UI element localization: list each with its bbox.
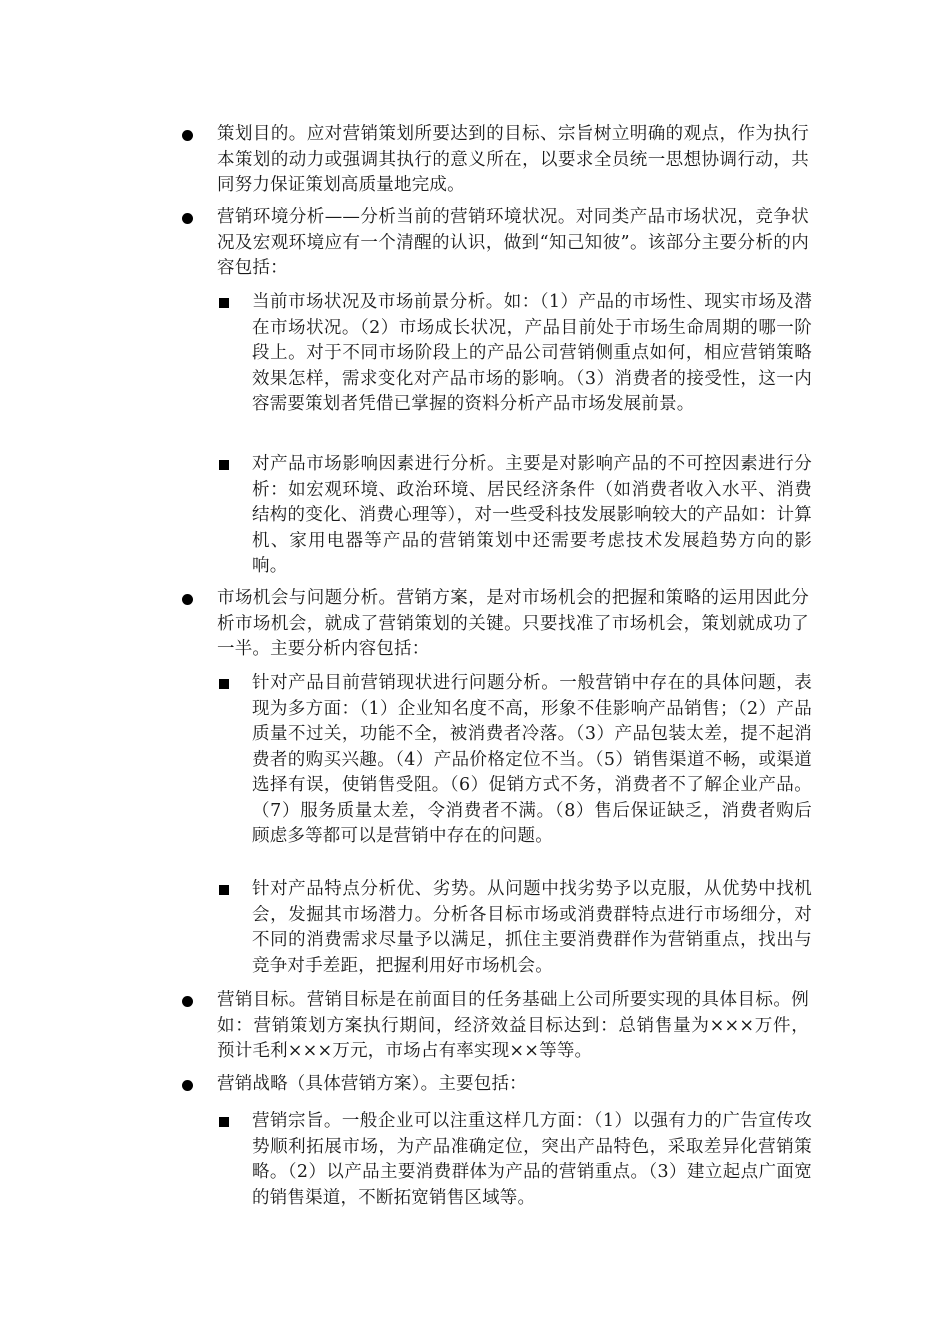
section-2-subitem-1: 当前市场状况及市场前景分析。如：（1）产品的市场性、现实市场及潜在市场状况。（2）市场成长状况，产品目前处于市场生命周期的哪一阶段上。对于不同市场阶段上的产品公司营销侧重点如何，相应营销策略效果怎样，需求变化对产品市场的影响。（3）消费者的接受性，这一内容需要策划者凭借已掌握的资料分析产品市场发展前景。 xyxy=(252,292,812,414)
section-3-subitem-1: 针对产品目前营销现状进行问题分析。一般营销中存在的具体问题，表现为多方面：（1）企业知名度不高，形象不佳影响产品销售；（2）产品质量不过关，功能不全，被消费者冷落。（3）产品包装太差，提不起消费者的购买兴趣。（4）产品价格定位不当。（5）销售渠道不畅，或渠道选择有误，使销售受阻。（6）促销方式不务，消费者不了解企业产品。（7）服务质量太差，令消费者不满。（8）售后保证缺乏，消费者购后顾虑多等都可以是营销中存在的问题。 xyxy=(252,673,812,846)
section-2-text: 营销环境分析——分析当前的营销环境状况。对同类产品市场状况，竞争状况及宏观环境应有一个清醒的认识，做到“知己知彼”。该部分主要分析的内容包括： xyxy=(217,207,809,278)
bullet-dot-icon xyxy=(182,996,193,1007)
section-4-text: 营销目标。营销目标是在前面目的任务基础上公司所要实现的具体目标。例如：营销策划方案执行期间，经济效益目标达到：总销售量为×××万件，预计毛利×××万元，市场占有率实现××等等。 xyxy=(217,990,809,1061)
bullet-dot-icon xyxy=(182,213,193,224)
section-2-subitem-2: 对产品市场影响因素进行分析。主要是对影响产品的不可控因素进行分析：如宏观环境、政治环境、居民经济条件（如消费者收入水平、消费结构的变化、消费心理等），对一些受科技发展影响较大的产品如：计算机、家用电器等产品的营销策划中还需要考虑技术发展趋势方向的影响。 xyxy=(252,454,812,576)
section-1-text: 策划目的。应对营销策划所要达到的目标、宗旨树立明确的观点，作为执行本策划的动力或强调其执行的意义所在，以要求全员统一思想协调行动，共同努力保证策划高质量地完成。 xyxy=(217,124,809,195)
section-5-subitem-1: 营销宗旨。一般企业可以注重这样几方面：（1）以强有力的广告宣传攻势顺利拓展市场，为产品准确定位，突出产品特色，采取差异化营销策略。（2）以产品主要消费群体为产品的营销重点。（3）建立起点广面宽的销售渠道，不断拓宽销售区域等。 xyxy=(252,1111,812,1208)
bullet-square-icon xyxy=(219,298,229,308)
bullet-square-icon xyxy=(219,679,229,689)
section-3-subitem-2: 针对产品特点分析优、劣势。从问题中找劣势予以克服，从优势中找机会，发掘其市场潜力。分析各目标市场或消费群特点进行市场细分，对不同的消费需求尽量予以满足，抓住主要消费群作为营销重点，找出与竞争对手差距，把握利用好市场机会。 xyxy=(252,879,812,976)
bullet-dot-icon xyxy=(182,130,193,141)
section-5-text: 营销战略（具体营销方案）。主要包括： xyxy=(217,1074,527,1094)
section-3-text: 市场机会与问题分析。营销方案，是对市场机会的把握和策略的运用因此分析市场机会，就成了营销策划的关键。只要找准了市场机会，策划就成功了一半。主要分析内容包括： xyxy=(217,588,809,659)
bullet-square-icon xyxy=(219,885,229,895)
bullet-dot-icon xyxy=(182,594,193,605)
bullet-square-icon xyxy=(219,460,229,470)
bullet-square-icon xyxy=(219,1117,229,1127)
bullet-dot-icon xyxy=(182,1080,193,1091)
